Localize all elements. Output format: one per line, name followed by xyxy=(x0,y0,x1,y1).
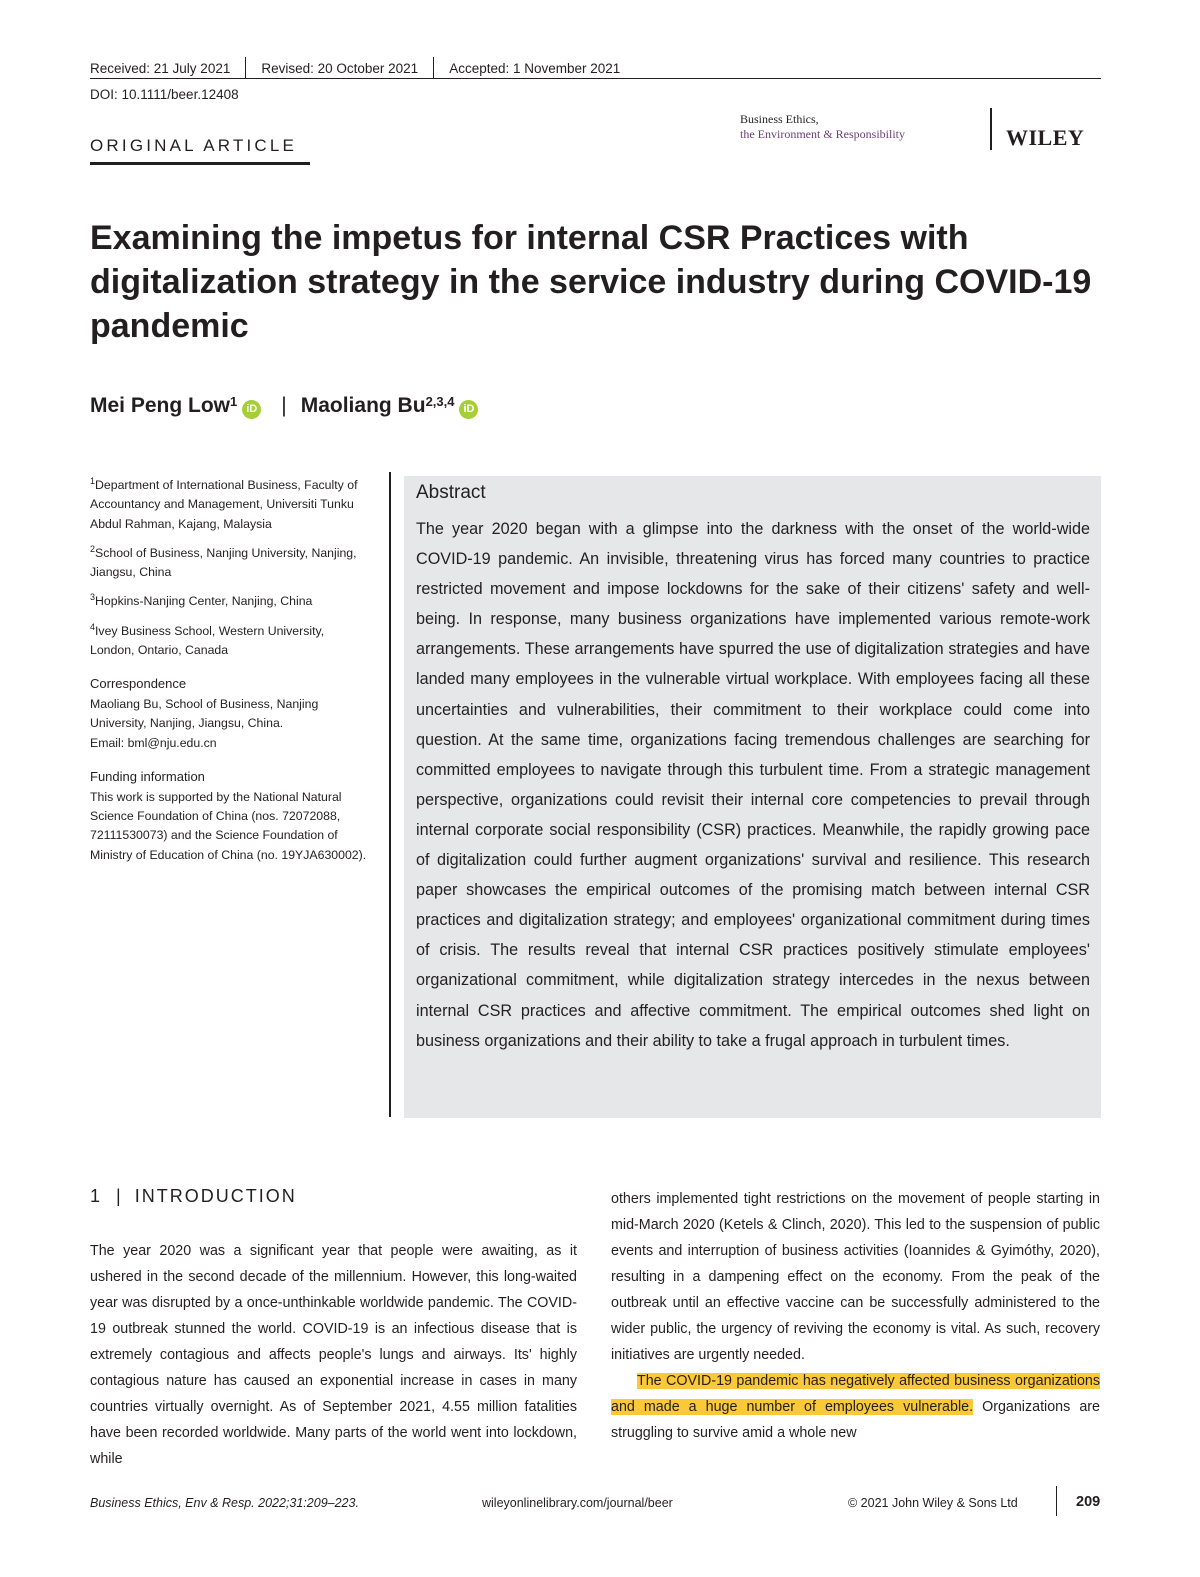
date-divider xyxy=(433,57,434,79)
received-date: Received: 21 July 2021 xyxy=(90,60,231,76)
doi-link[interactable]: DOI: 10.1111/beer.12408 xyxy=(90,87,239,102)
affiliation-text: School of Business, Nanjing University, Nanjing, Jiangsu, China xyxy=(90,545,357,579)
highlighted-text[interactable]: The COVID-19 pandemic has negatively affected business organizations and made a huge number of employees vulnerable. xyxy=(611,1373,1100,1415)
publisher-logo: WILEY xyxy=(1006,125,1085,150)
affiliation xyxy=(90,588,370,611)
author-name[interactable]: Maoliang Bu xyxy=(300,394,426,417)
journal-name-line1: Business Ethics, xyxy=(740,112,819,126)
section-number: 1 xyxy=(90,1186,103,1206)
orcid-icon[interactable]: iD xyxy=(459,400,478,419)
affiliation-sup: 4 xyxy=(90,621,96,632)
affiliation-text: Department of International Business, Faculty of Accountancy and Management, Universiti Tunku Abdul Rahman, Kajang, Malaysia xyxy=(90,478,358,531)
author-name[interactable]: Mei Peng Low xyxy=(90,394,231,417)
affiliation xyxy=(90,540,370,583)
intro-right-column xyxy=(611,1186,1100,1446)
header-rule xyxy=(90,78,1101,79)
article-type: ORIGINAL ARTICLE xyxy=(90,136,298,155)
section-separator: | xyxy=(116,1186,121,1206)
page-footer xyxy=(90,1486,1101,1516)
intro-left-column: The year 2020 was a significant year that people were awaiting, as it ushered in the second decade of the millennium. However, this long-waited year was disrupted by a once-unthinkable worldwide pandemic. The COVID-19 outbreak stunned the world. COVID-19 is an infectious disease that is extremely contagious and affects people's lungs and airways. Its' highly contagious nature has caused an exponential increase in cases in many countries virtually overnight. As of September 2021, 4.55 million fatalities have been recorded worldwide. Many parts of the world went into lockdown, while xyxy=(90,1243,577,1467)
intro-paragraph xyxy=(611,1368,1100,1446)
affiliation-sup: 1 xyxy=(90,476,96,486)
journal-logo xyxy=(740,112,905,142)
author-affiliation-sup: 1 xyxy=(230,394,238,409)
article-title: Examining the impetus for internal CSR Practices with digitalization strategy in the service industry during COVID-19 pandemic xyxy=(90,219,1092,345)
abstract-text: The year 2020 began with a glimpse into the darkness with the onset of the world-wide COVID-19 pandemic. An invisible, threatening virus has forced many countries to practice restricted movement and impose lockdowns for the sake of their citizens' safety and well-being. In response, many business organizations have implemented various remote-work arrangements. These arrangements have spurred the use of digitalization strategies and have landed many employees in the vulnerable virtual workplace. With employees facing all these uncertainties and vulnerabilities, their commitment to their workplace could come into question. At the same time, organizations facing tremendous challenges are searching for committed employees to navigate through this turbulent time. From a strategic management perspective, organizations could revisit their internal core competencies to prevail through internal corporate social responsibility (CSR) practices. Meanwhile, the rapidly growing pace of digitalization could further augment organizations' survival and resilience. This research paper showcases the empirical outcomes of the promising match between internal CSR practices and digitalization strategy; and employees' organizational commitment during times of crisis. The results reveal that internal CSR practices positively stimulate employees' organizational commitment, while digitalization strategy intercedes in the nexus between internal CSR practices and affective commitment. The empirical outcomes shed light on business organizations and their ability to take a frugal approach in turbulent times. xyxy=(416,520,1090,1050)
footer-copyright: © 2021 John Wiley & Sons Ltd xyxy=(848,1496,1018,1510)
journal-name-line2: the Environment & Responsibility xyxy=(740,127,905,141)
section-heading xyxy=(90,1186,297,1207)
revised-date: Revised: 20 October 2021 xyxy=(261,60,419,76)
date-divider xyxy=(245,57,246,79)
accepted-date: Accepted: 1 November 2021 xyxy=(449,60,621,76)
affiliation-text: Hopkins-Nanjing Center, Nanjing, China xyxy=(95,594,313,609)
funding-text: This work is supported by the National Natural Science Foundation of China (nos. 72072088, 72111530073) and the Science Foundation of Ministry of Education of China (no. 19YJA630002). xyxy=(90,790,367,862)
author-separator: | xyxy=(281,394,287,417)
footer-citation: Business Ethics, Env & Resp. 2022;31:209–223. xyxy=(90,1496,359,1510)
affiliation xyxy=(90,472,370,534)
footer-url[interactable]: wileyonlinelibrary.com/journal/beer xyxy=(482,1496,673,1510)
intro-paragraph: others implemented tight restrictions on the movement of people starting in mid-March 2020 (Ketels & Clinch, 2020). This led to the suspension of public events and interruption of business activities (Ioannides & Gyimóthy, 2020), resulting in a dampening effect on the economy. From the peak of the outbreak until an effective vaccine can be successfully administered to the wider public, the urgency of reviving the economy is vital. As such, recovery initiatives are urgently needed. xyxy=(611,1191,1100,1363)
paragraph-text: Organizations are struggling to survive amid a whole new xyxy=(611,1399,1100,1441)
orcid-icon[interactable]: iD xyxy=(242,400,261,419)
affiliation xyxy=(90,618,370,661)
affiliation-sup: 2 xyxy=(90,543,96,554)
correspondence-heading: Correspondence xyxy=(90,676,187,691)
journal-divider xyxy=(990,108,992,150)
abstract-divider xyxy=(389,472,391,1117)
page-number: 209 xyxy=(1076,1494,1101,1510)
dates-line xyxy=(90,58,1100,78)
funding-heading: Funding information xyxy=(90,768,205,784)
affiliation-text: Ivey Business School, Western University, London, Ontario, Canada xyxy=(90,623,325,657)
author-affiliation-sup: 2,3,4 xyxy=(425,394,455,409)
abstract-heading: Abstract xyxy=(416,482,486,503)
footer-divider xyxy=(1056,1486,1057,1516)
correspondence-email[interactable]: Email: bml@nju.edu.cn xyxy=(90,735,217,750)
affiliation-sup: 3 xyxy=(90,592,96,603)
article-type-underline xyxy=(90,162,310,165)
author-list xyxy=(90,394,478,419)
section-title: INTRODUCTION xyxy=(134,1186,297,1206)
affiliations-panel xyxy=(90,472,370,865)
correspondence-text: Maoliang Bu, School of Business, Nanjing University, Nanjing, Jiangsu, China. xyxy=(90,697,319,731)
